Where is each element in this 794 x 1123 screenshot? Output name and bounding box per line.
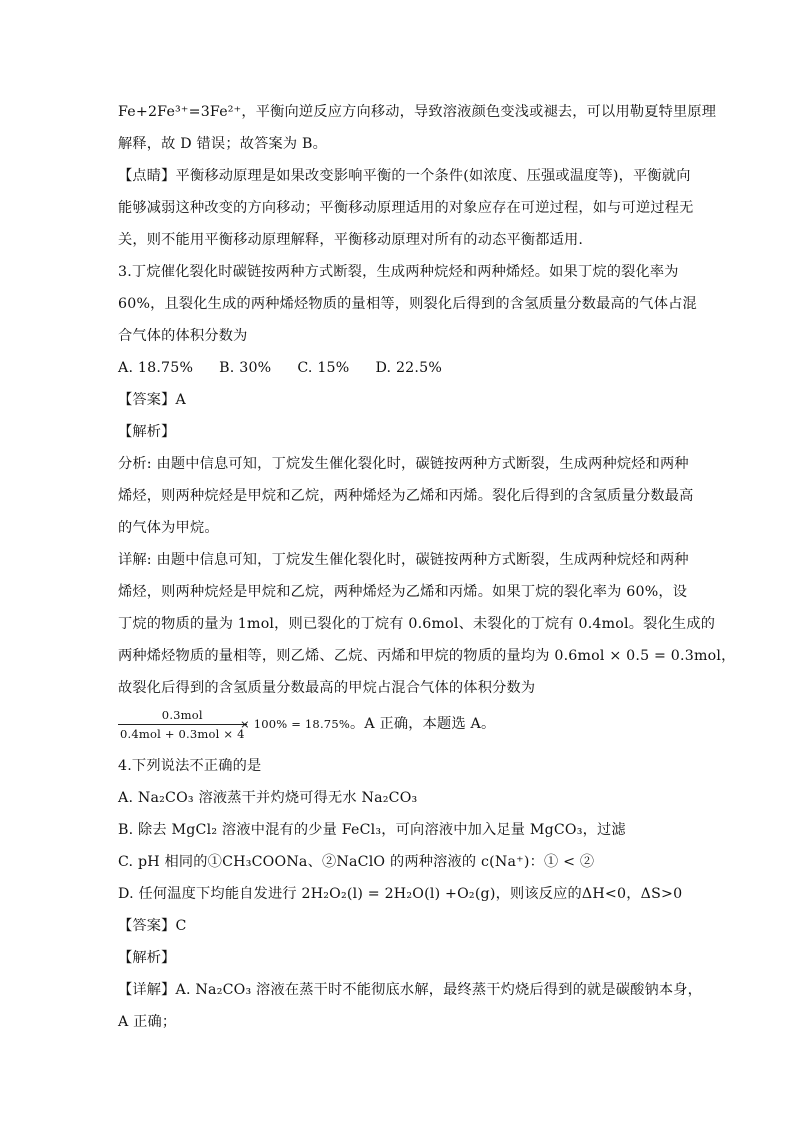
- analysis-heading: 【解析】: [118, 950, 176, 966]
- text-line: 丁烷的物质的量为 1mol，则已裂化的丁烷有 0.6mol、未裂化的丁烷有 0.4mol。裂化生成的: [118, 616, 716, 632]
- question-3-stem: 3.丁烷催化裂化时碳链按两种方式断裂，生成两种烷烃和两种烯烃。如果丁烷的裂化率为: [118, 264, 679, 280]
- text-line: 烯烃，则两种烷烃是甲烷和乙烷，两种烯烃为乙烯和丙烯。如果丁烷的裂化率为 60%，设: [118, 584, 688, 600]
- formula-conclusion: 。A 正确，本题选 A。: [349, 716, 496, 732]
- option-a: A. 18.75%: [118, 360, 194, 376]
- text-line: 分析: 由题中信息可知，丁烷发生催化裂化时，碳链按两种方式断裂，生成两种烷烃和两种: [118, 456, 689, 472]
- formula-percent: × 100% = 18.75%: [240, 717, 350, 731]
- option-d: D. 任何温度下均能自发进行 2H₂O₂(l) = 2H₂O(l) +O₂(g)，则该反应的ΔH<0，ΔS>0: [118, 886, 683, 902]
- document-body: [118, 96, 736, 1038]
- fraction-denominator: 0.4mol + 0.3mol × 4: [118, 724, 247, 743]
- fraction-numerator: 0.3mol: [161, 708, 203, 722]
- text-line: 详解: 由题中信息可知，丁烷发生催化裂化时，碳链按两种方式断裂，生成两种烷烃和两种: [118, 552, 689, 568]
- text-line: 的气体为甲烷。: [118, 520, 219, 536]
- option-c: C. 15%: [297, 360, 350, 376]
- text-line: 两种烯烃物质的量相等，则乙烯、乙烷、丙烯和甲烷的物质的量均为 0.6mol × 0.5 = 0.3mol，: [118, 648, 736, 664]
- option-b: B. 30%: [219, 360, 272, 376]
- answer-label: 【答案】C: [118, 918, 187, 934]
- text-line: 【详解】A. Na₂CO₃ 溶液在蒸干时不能彻底水解，最终蒸干灼烧后得到的就是碳酸钠本身，: [118, 982, 703, 998]
- text-line: 【点睛】平衡移动原理是如果改变影响平衡的一个条件(如浓度、压强或温度等)，平衡就向: [118, 168, 691, 184]
- option-c: C. pH 相同的①CH₃COONa、②NaClO 的两种溶液的 c(Na⁺)：① < ②: [118, 854, 595, 870]
- option-b: B. 除去 MgCl₂ 溶液中混有的少量 FeCl₃，可向溶液中加入足量 MgCO₃，过滤: [118, 822, 626, 838]
- text-line: 烯烃，则两种烷烃是甲烷和乙烷，两种烯烃为乙烯和丙烯。裂化后得到的含氢质量分数最高: [118, 488, 694, 504]
- question-4-stem: 4.下列说法不正确的是: [118, 758, 262, 774]
- text-line: A 正确；: [118, 1014, 177, 1030]
- analysis-heading: 【解析】: [118, 424, 176, 440]
- text-line: 合气体的体积分数为: [118, 328, 248, 344]
- text-line: 解释，故 D 错误；故答案为 B。: [118, 136, 327, 152]
- text-line: Fe+2Fe³⁺=3Fe²⁺，平衡向逆反应方向移动，导致溶液颜色变浅或褪去，可以用勒夏特里原理: [118, 104, 717, 120]
- text-line: 关，则不能用平衡移动原理解释，平衡移动原理对所有的动态平衡都适用.: [118, 232, 584, 248]
- fraction: [118, 706, 247, 743]
- option-a: A. Na₂CO₃ 溶液蒸干并灼烧可得无水 Na₂CO₃: [118, 790, 418, 806]
- answer-label: 【答案】A: [118, 392, 186, 408]
- formula-line: [118, 704, 688, 750]
- text-line: 能够减弱这种改变的方向移动；平衡移动原理适用的对象应存在可逆过程，如与可逆过程无: [118, 200, 694, 216]
- option-d: D. 22.5%: [375, 360, 443, 376]
- text-line: 60%，且裂化生成的两种烯烃物质的量相等，则裂化后得到的含氢质量分数最高的气体占混: [118, 296, 697, 312]
- question-3-options: [118, 352, 688, 384]
- formula-result: [240, 708, 495, 740]
- text-line: 故裂化后得到的含氢质量分数最高的甲烷占混合气体的体积分数为: [118, 680, 536, 696]
